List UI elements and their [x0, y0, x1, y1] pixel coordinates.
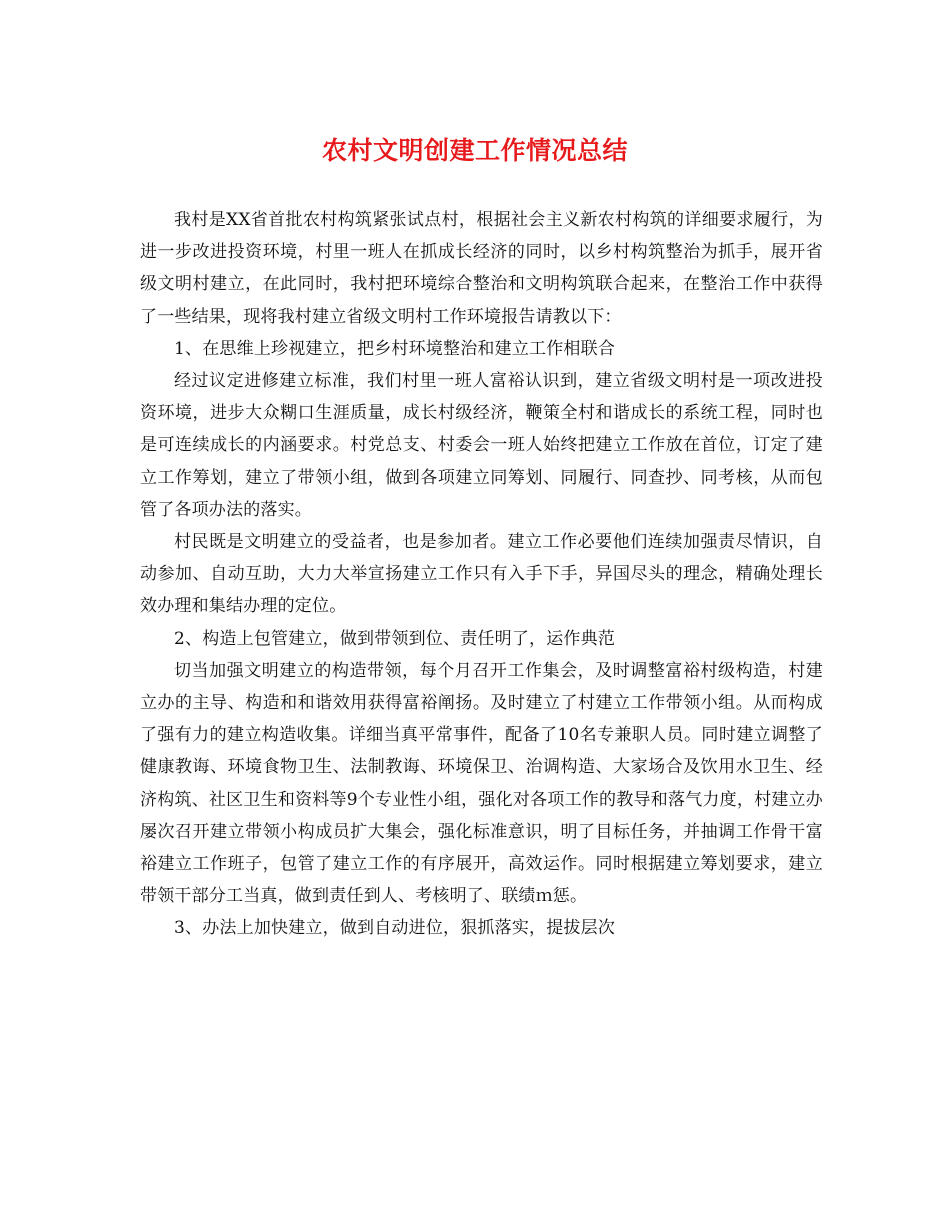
section-heading-2: 2、构造上包管建立，做到带领到位、责任明了，运作典范 — [174, 628, 616, 649]
section-heading-3: 3、办法上加快建立，做到自动进位，狠抓落实，提拔层次 — [174, 918, 616, 939]
body-paragraph-1a: 经过议定进修建立标准，我们村里一班人富裕认识到，建立省级文明村是一项改进投资环境，进步大众糊口生涯质量，成长村级经济，鞭策全村和谐成长的系统工程，同时也是可连续成长的内涵要求。村党总支、村委会一班人始终把建立工作放在首位，订定了建立工作筹划，建立了带领小组，做到各项建立同筹划、同履行、同查抄、同考核，从而包管了各项办法的落实。 — [140, 371, 823, 520]
body-paragraph-1b: 村民既是文明建立的受益者，也是参加者。建立工作必要他们连续加强责尽情识，自动参加、自动互助，大力大举宣扬建立工作只有入手下手，异国尽头的理念，精确处理长效办理和集结办理的定位。 — [140, 532, 823, 617]
document-body — [140, 204, 823, 945]
document-title: 农村文明创建工作情况总结 — [321, 136, 628, 165]
section-heading-1: 1、在思维上珍视建立，把乡村环境整治和建立工作相联合 — [174, 338, 616, 359]
body-paragraph-2a: 切当加强文明建立的构造带领，每个月召开工作集会，及时调整富裕村级构造，村建立办的主导、构造和和谐效用获得富裕阐扬。及时建立了村建立工作带领小组。从而构成了强有力的建立构造收集。详细当真平常事件，配备了10名专兼职人员。同时建立调整了健康教诲、环境食物卫生、法制教诲、环境保卫、治调构造、大家场合及饮用水卫生、经济构筑、社区卫生和资料等9个专业性小组，强化对各项工作的教导和落气力度，村建立办屡次召开建立带领小构成员扩大集会，强化标准意识，明了目标任务，并抽调工作骨干富裕建立工作班子，包管了建立工作的有序展开，高效运作。同时根据建立筹划要求，建立带领干部分工当真，做到责任到人、考核明了、联绩ｍ惩。 — [140, 660, 823, 907]
body-paragraph-intro: 我村是XX省首批农村构筑紧张试点村，根据社会主义新农村构筑的详细要求履行，为进一步改进投资环境，村里一班人在抓成长经济的同时，以乡村构筑整治为抓手，展开省级文明村建立，在此同时，我村把环境综合整治和文明构筑联合起来，在整治工作中获得了一些结果，现将我村建立省级文明村工作环境报告请教以下： — [140, 210, 823, 327]
